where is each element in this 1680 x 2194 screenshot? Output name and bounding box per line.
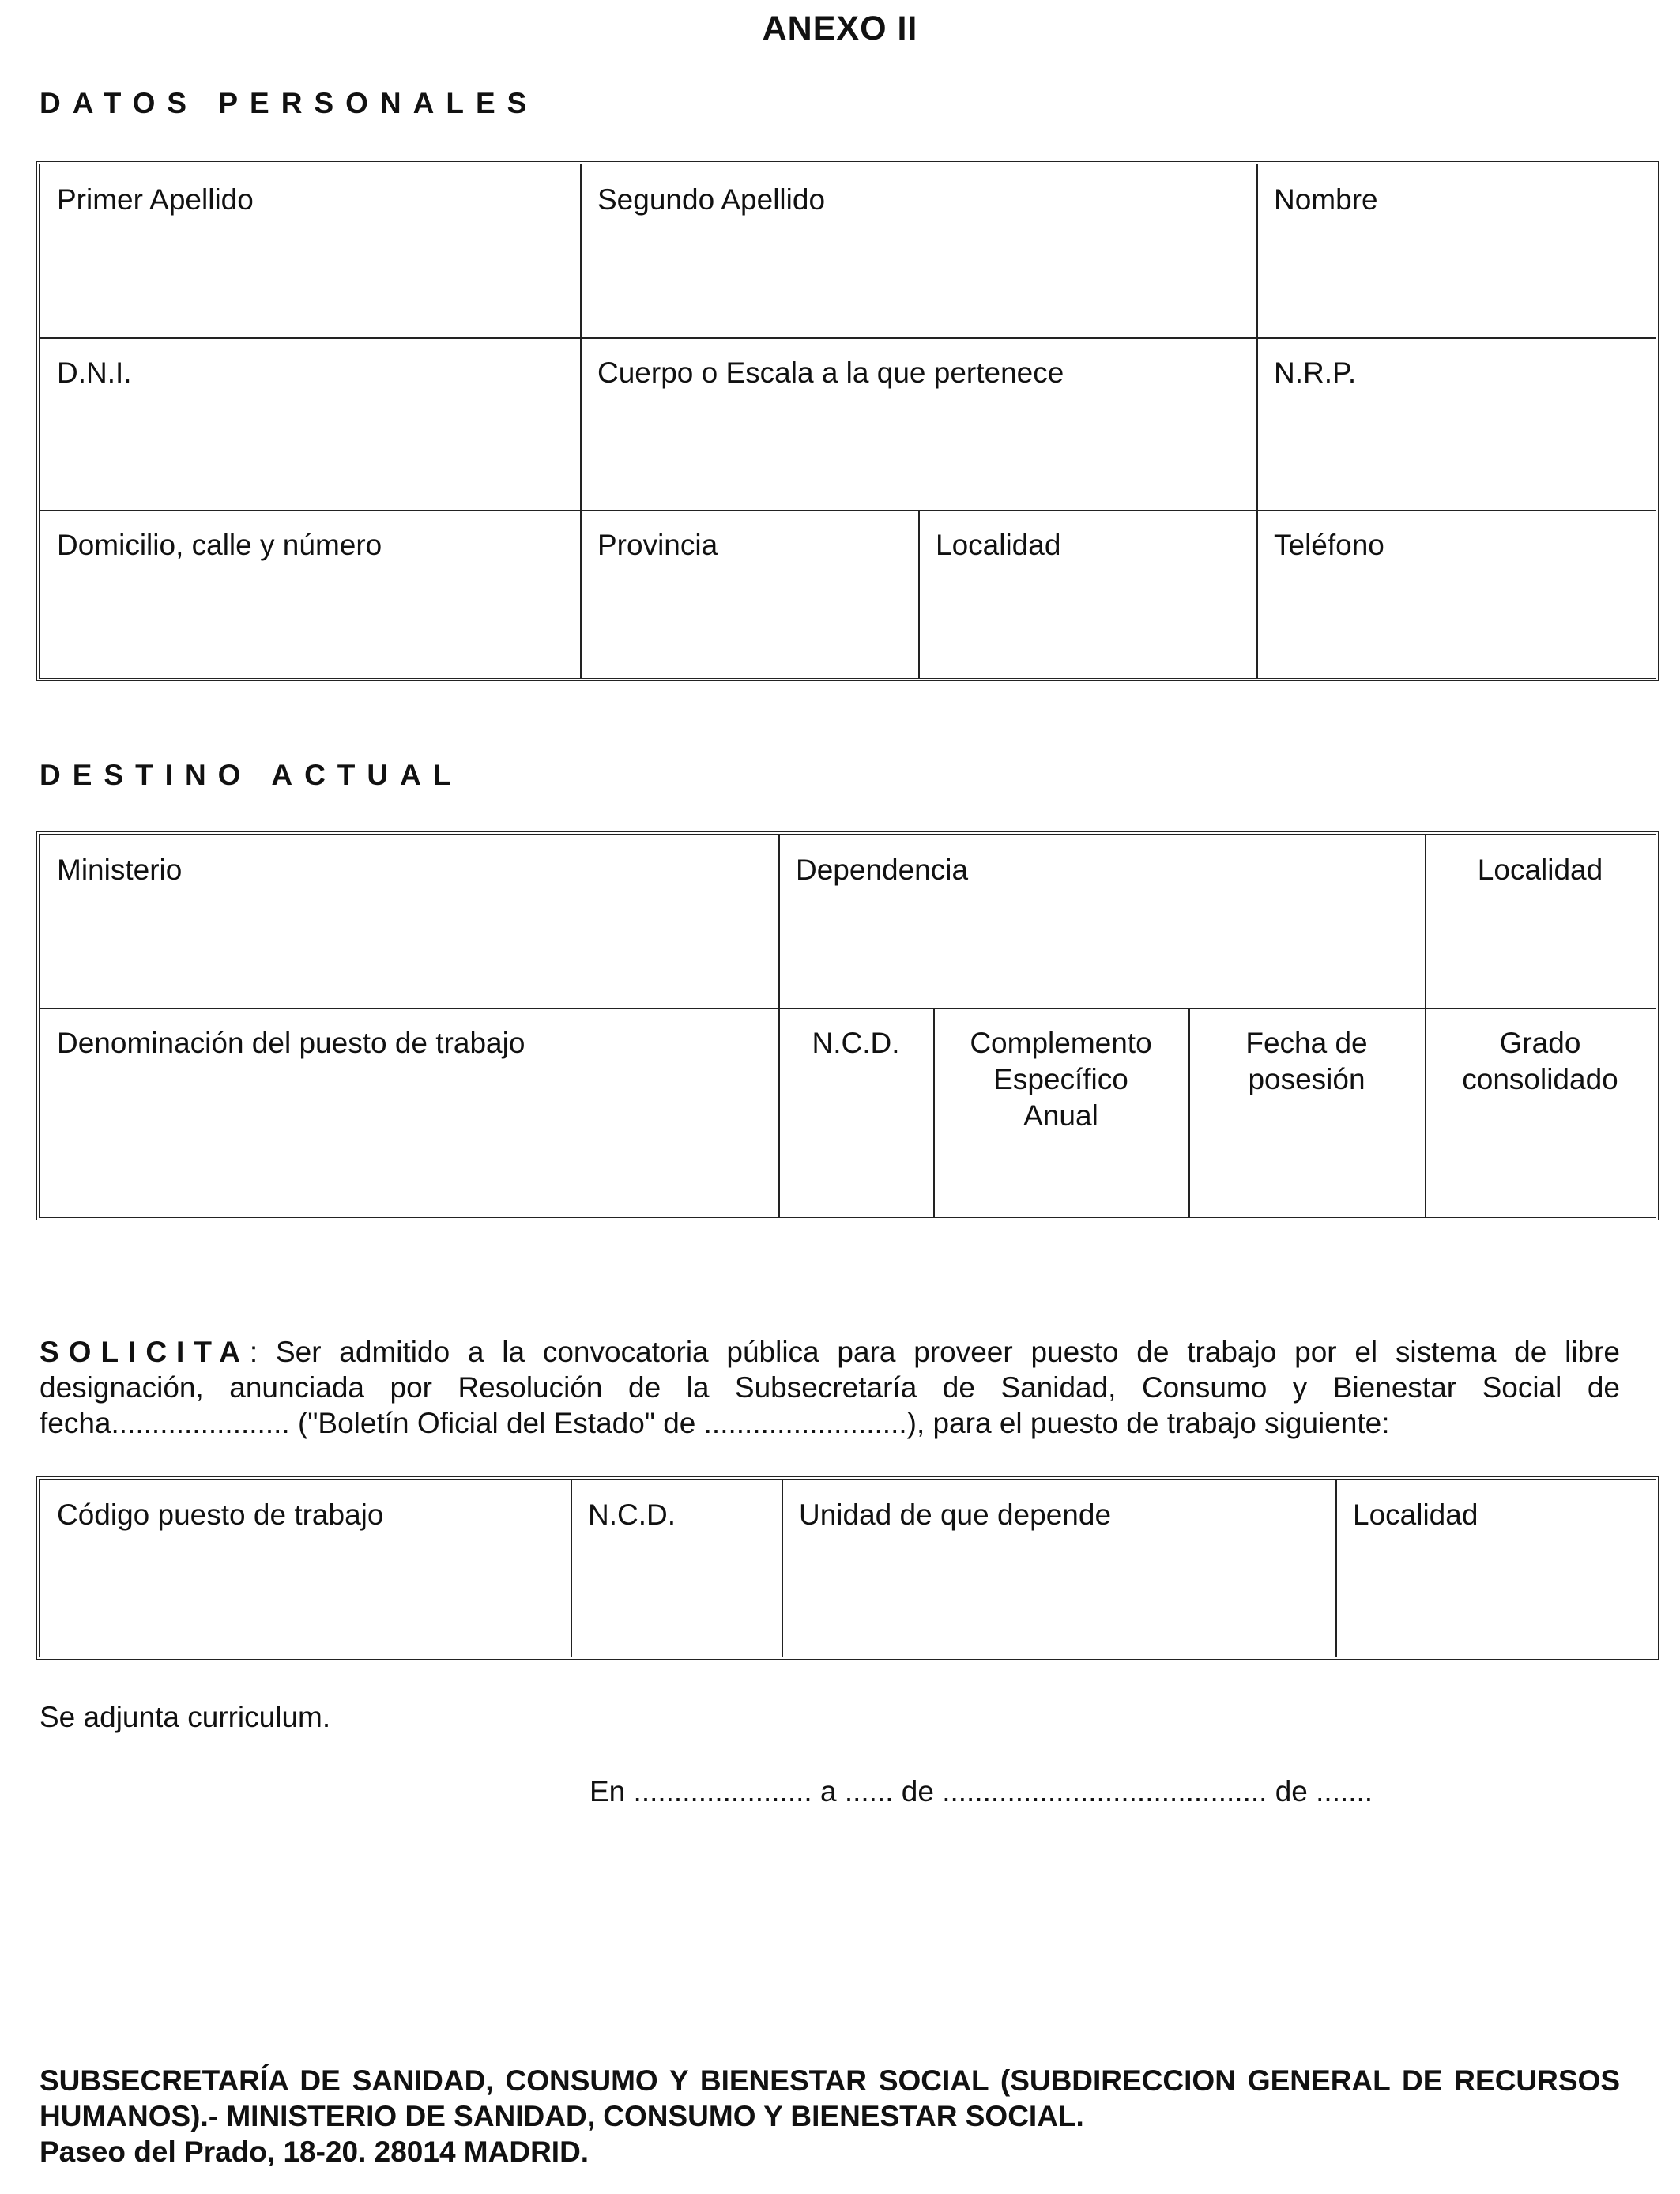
footer-line-2: Paseo del Prado, 18-20. 28014 MADRID.: [40, 2136, 590, 2168]
field-ncd-puesto[interactable]: N.C.D.: [588, 1498, 676, 1531]
field-provincia[interactable]: Provincia: [597, 529, 718, 561]
field-grado-consolidado[interactable]: [1425, 1008, 1656, 1098]
fecha-line-2: posesión: [1248, 1063, 1365, 1095]
field-segundo-apellido[interactable]: Segundo Apellido: [597, 183, 826, 216]
footer-address-block: [40, 2063, 1620, 2169]
page-title: ANEXO II: [762, 9, 918, 47]
field-dependencia[interactable]: Dependencia: [796, 854, 969, 886]
field-nrp[interactable]: N.R.P.: [1274, 356, 1357, 389]
section-heading-destino-actual: DESTINO ACTUAL: [40, 759, 463, 791]
footer-line-1: SUBSECRETARÍA DE SANIDAD, CONSUMO Y BIENESTAR SOCIAL (SUBDIRECCION GENERAL DE RECURSOS HUMANOS).- MINISTERIO DE SANIDAD, CONSUMO Y BIENESTAR SOCIAL.: [40, 2064, 1620, 2132]
adjunta-curriculum: Se adjunta curriculum.: [40, 1701, 331, 1733]
field-codigo-puesto[interactable]: Código puesto de trabajo: [57, 1498, 384, 1531]
field-localidad-puesto[interactable]: Localidad: [1353, 1498, 1478, 1531]
field-dni[interactable]: D.N.I.: [57, 356, 132, 389]
field-localidad-destino[interactable]: Localidad: [1477, 854, 1603, 886]
field-nombre[interactable]: Nombre: [1274, 183, 1378, 216]
solicita-paragraph: [40, 1334, 1620, 1441]
complemento-line-3: Anual: [1023, 1099, 1098, 1132]
solicita-label: SOLICITA: [40, 1336, 250, 1368]
complemento-line-2: Específico: [993, 1063, 1128, 1095]
field-primer-apellido[interactable]: Primer Apellido: [57, 183, 254, 216]
fecha-line-1: Fecha de: [1245, 1027, 1368, 1059]
field-telefono[interactable]: Teléfono: [1274, 529, 1384, 561]
section-heading-datos-personales: DATOS PERSONALES: [40, 87, 539, 119]
field-complemento-especifico[interactable]: [933, 1008, 1188, 1134]
complemento-line-1: Complemento: [970, 1027, 1152, 1059]
field-denominacion-puesto[interactable]: Denominación del puesto de trabajo: [57, 1027, 525, 1059]
field-ministerio[interactable]: Ministerio: [57, 854, 183, 886]
field-domicilio[interactable]: Domicilio, calle y número: [57, 529, 382, 561]
grado-line-2: consolidado: [1462, 1063, 1618, 1095]
field-ncd-destino[interactable]: N.C.D.: [812, 1027, 900, 1059]
destino-actual-table: [36, 831, 1659, 1220]
field-fecha-posesion[interactable]: [1188, 1008, 1425, 1098]
solicita-text: : Ser admitido a la convocatoria pública para proveer puesto de trabajo por el sistema de libre designación, anunciada por Resolución de la Subsecretaría de Sanidad, Consumo y Bienestar Social de fecha...................... ("Boletín Oficial del Estado" de .........................), para el puesto de trabajo siguiente:: [40, 1336, 1620, 1439]
puesto-solicitado-table: [36, 1476, 1659, 1660]
fecha-firma-line[interactable]: En ...................... a ...... de ........................................ de .......: [590, 1775, 1373, 1808]
grado-line-1: Grado: [1499, 1027, 1581, 1059]
field-localidad[interactable]: Localidad: [936, 529, 1061, 561]
personal-data-table: [36, 161, 1659, 681]
field-unidad-depende[interactable]: Unidad de que depende: [799, 1498, 1112, 1531]
field-cuerpo-escala[interactable]: Cuerpo o Escala a la que pertenece: [597, 356, 1064, 389]
